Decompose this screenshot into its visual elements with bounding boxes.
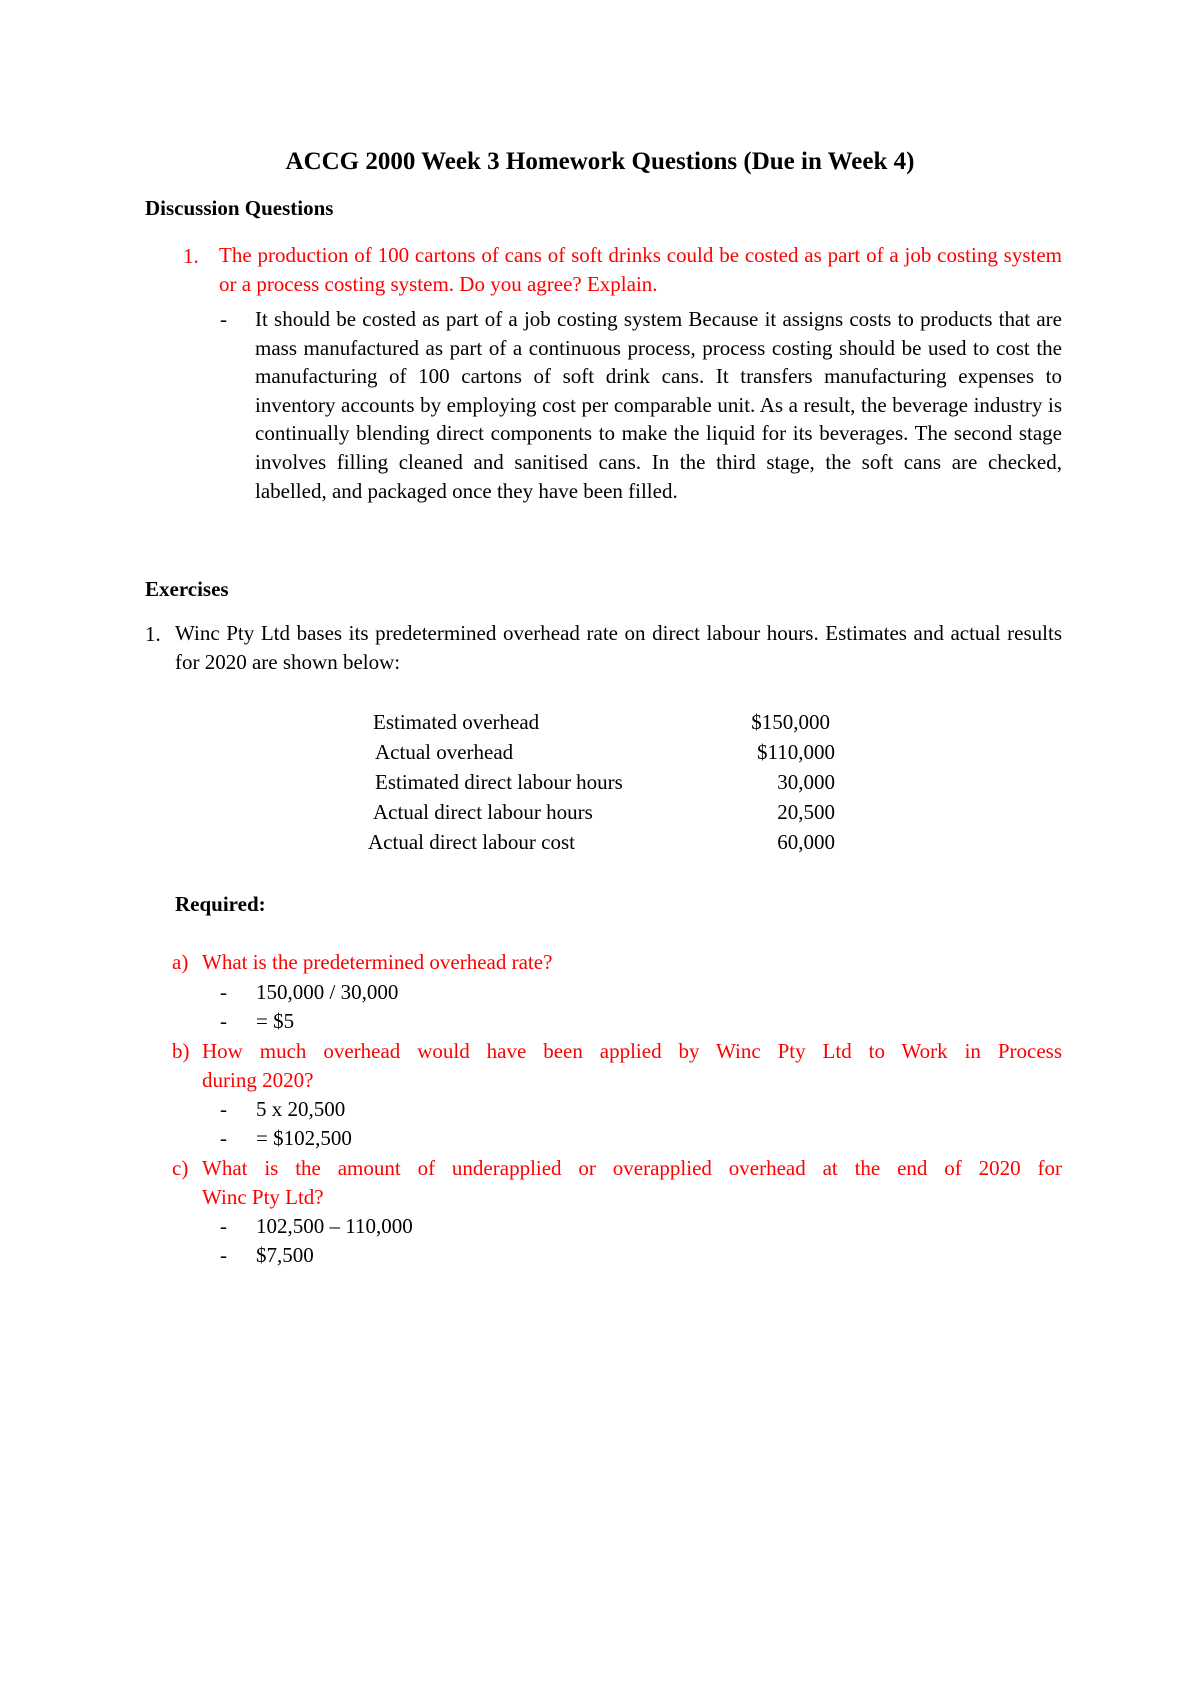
- part-answer: 5 x 20,500: [256, 1097, 346, 1121]
- page-title: ACCG 2000 Week 3 Homework Questions (Due in Week 4): [285, 148, 915, 175]
- part-answer: 150,000 / 30,000: [256, 980, 399, 1004]
- discussion-heading: Discussion Questions: [145, 196, 334, 220]
- table-row-label: Actual overhead: [375, 740, 514, 764]
- answer-dash: -: [220, 1126, 227, 1150]
- exercise-text: Winc Pty Ltd bases its predetermined overhead rate on direct labour hours. Estimates and actual results for 2020 are shown below:: [175, 621, 1062, 674]
- table-row-label: Estimated direct labour hours: [375, 770, 623, 794]
- discussion-question-text: The production of 100 cartons of cans of soft drinks could be costed as part of a job costing system or a process costing system. Do you agree? Explain.: [219, 243, 1062, 296]
- answer-dash: -: [220, 1214, 227, 1238]
- part-answer: = $102,500: [256, 1126, 352, 1150]
- part-question-line1: How much overhead would have been applied by Winc Pty Ltd to Work in Process: [202, 1039, 1062, 1063]
- part-answer: 102,500 – 110,000: [256, 1214, 413, 1238]
- answer-dash: -: [220, 980, 227, 1004]
- table-row-value: 20,500: [777, 800, 835, 824]
- discussion-answer-text: It should be costed as part of a job costing system Because it assigns costs to products that are mass manufactured as part of a continuous process, process costing should be used to cost the manufacturing of 100 cartons of soft drink cans. It transfers manufacturing expenses to inventory accounts by employing cost per comparable unit. As a result, the beverage industry is continually blending direct components to make the liquid for its beverages. The second stage involves filling cleaned and sanitised cans. In the third stage, the soft cans are checked, labelled, and packaged once they have been filled.: [255, 307, 1062, 503]
- part-answer: = $5: [256, 1009, 295, 1033]
- part-question-line1: What is the amount of underapplied or overapplied overhead at the end of 2020 for: [202, 1156, 1062, 1180]
- answer-dash: -: [220, 1009, 227, 1033]
- part-letter: b): [172, 1039, 190, 1063]
- part-letter: a): [172, 950, 189, 974]
- table-row-value: $110,000: [757, 740, 835, 764]
- table-row-label: Actual direct labour hours: [373, 800, 593, 824]
- required-heading: Required:: [175, 892, 266, 916]
- answer-dash: -: [220, 1097, 227, 1121]
- table-row-value: $150,000: [751, 710, 830, 734]
- table-row-label: Actual direct labour cost: [368, 830, 576, 854]
- part-answer: $7,500: [256, 1243, 314, 1267]
- part-letter: c): [172, 1156, 189, 1180]
- question-number: 1.: [183, 244, 199, 268]
- part-question: What is the predetermined overhead rate?: [202, 950, 553, 974]
- part-question-line2: during 2020?: [202, 1068, 314, 1092]
- exercise-number: 1.: [145, 622, 161, 646]
- part-question-line2: Winc Pty Ltd?: [202, 1185, 324, 1209]
- table-row-value: 30,000: [777, 770, 835, 794]
- exercises-heading: Exercises: [145, 577, 229, 601]
- answer-dash: -: [220, 1243, 227, 1267]
- answer-dash: -: [220, 307, 227, 331]
- table-row-value: 60,000: [777, 830, 835, 854]
- table-row-label: Estimated overhead: [373, 710, 540, 734]
